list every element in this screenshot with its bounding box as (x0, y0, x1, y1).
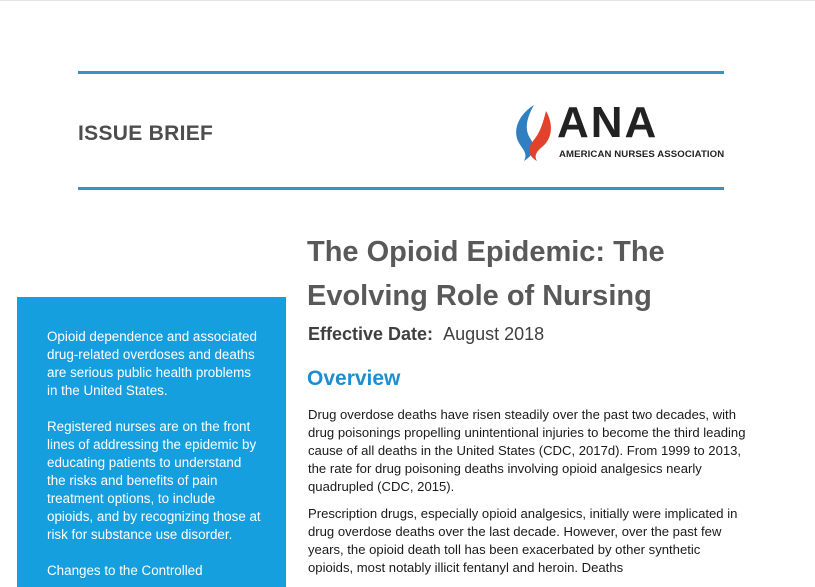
sidebar-paragraph: Registered nurses are on the front lines of addressing the epidemic by educating patients to understand the risks and benefits of pain treatment options, to include opioids, and by recognizing those at risk for substance use disorder. (47, 419, 261, 542)
overview-heading: Overview (307, 367, 401, 390)
logo-wordmark: ANA (557, 98, 659, 147)
page-top-border (0, 0, 815, 1)
body-paragraph: Drug overdose deaths have risen steadily over the past two decades, with drug poisonings propelling unintentional injuries to become the third leading cause of all deaths in the United States (CDC, 2017d). From 1999 to 2013, the rate for drug poisoning deaths involving opioid analgesics nearly quadrupled (CDC, 2015). (308, 407, 746, 494)
effective-date-value: August 2018 (443, 324, 545, 344)
document-title: The Opioid Epidemic: The Evolving Role of Nursing (307, 236, 665, 312)
ana-logo (510, 98, 725, 165)
header-bottom-rule (78, 187, 724, 190)
sidebar-paragraph: Opioid dependence and associated drug-related overdoses and deaths are serious public health problems in the United States. (47, 329, 257, 398)
header-top-rule (78, 71, 724, 74)
flame-icon (510, 103, 554, 161)
effective-date (308, 324, 544, 345)
key-points-sidebar (17, 297, 286, 587)
body-paragraph: Prescription drugs, especially opioid analgesics, initially were implicated in drug overdose deaths over the last decade. However, over the past few years, the opioid death toll has been exacerbated by other synthetic opioids, most notably illicit fentanyl and heroin. Deaths (308, 506, 738, 575)
issue-brief-label: ISSUE BRIEF (78, 122, 214, 145)
effective-date-label: Effective Date: (308, 324, 434, 344)
overview-body (308, 406, 748, 586)
logo-subtitle: AMERICAN NURSES ASSOCIATION (559, 149, 725, 160)
sidebar-paragraph: Changes to the Controlled (47, 563, 203, 578)
